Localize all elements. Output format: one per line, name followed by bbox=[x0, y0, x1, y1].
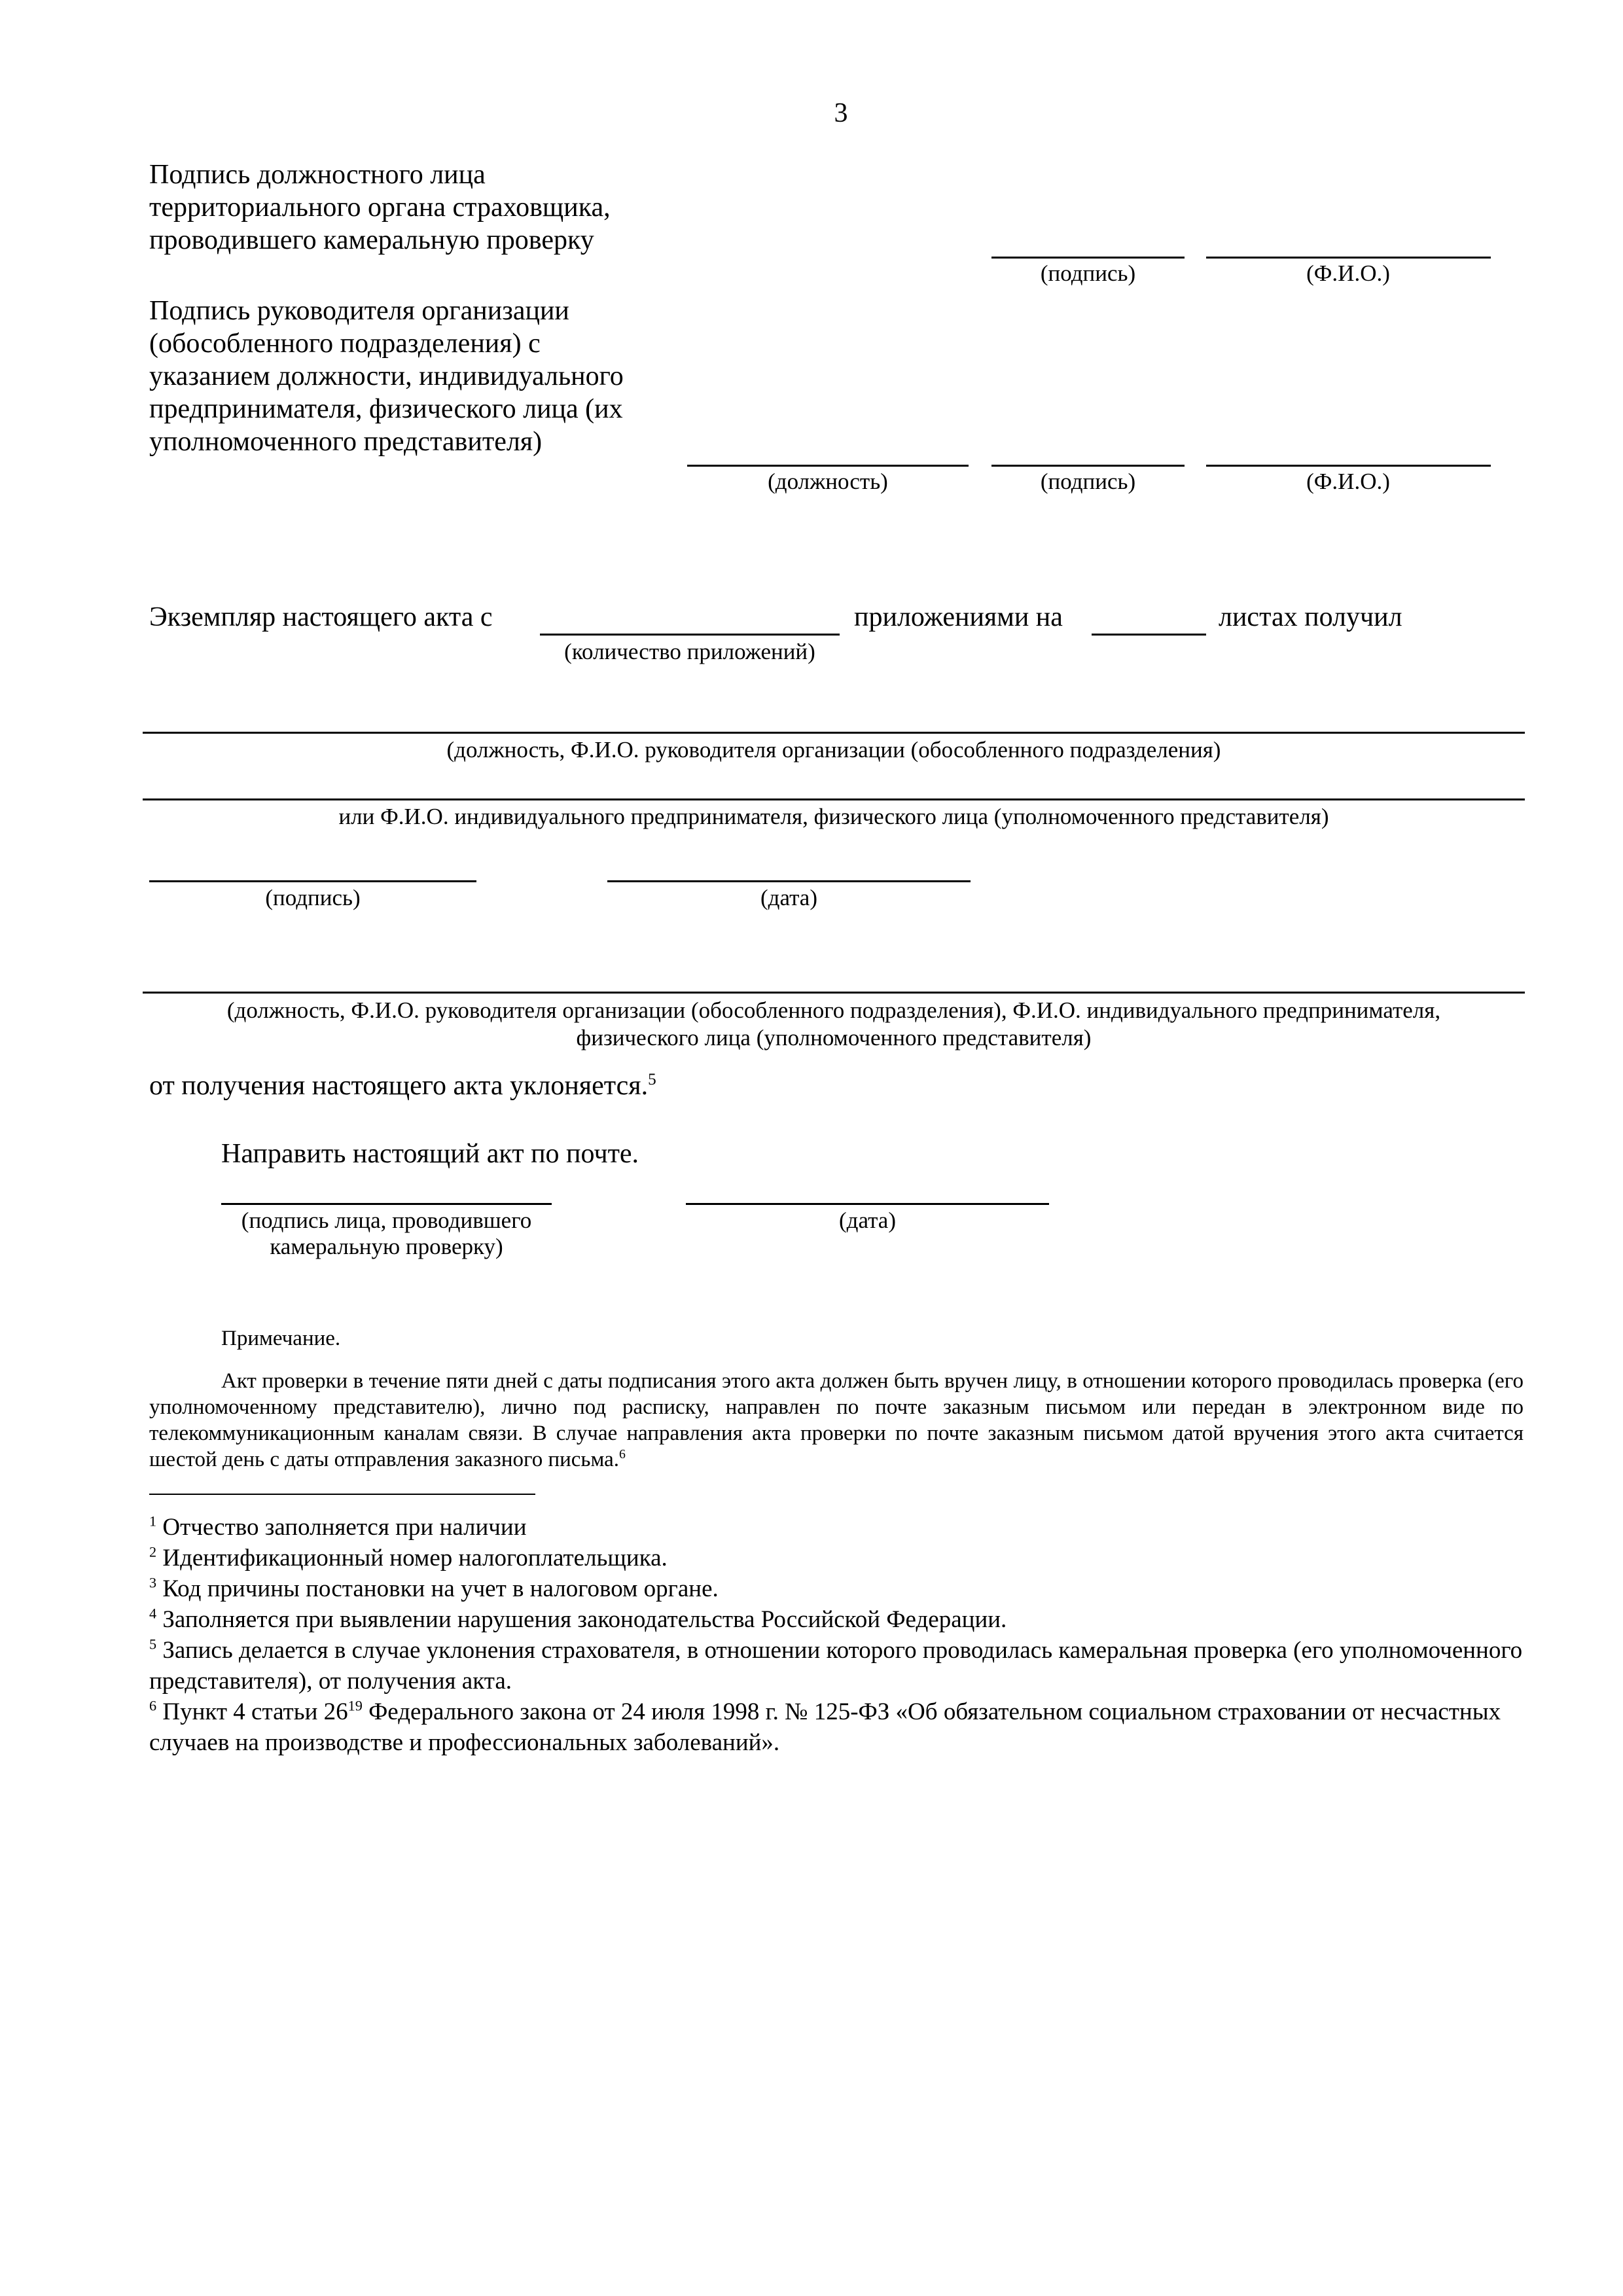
footnote-text: Код причины постановки на учет в налоговом органе. bbox=[162, 1575, 719, 1602]
mail-signature-caption-line2: камеральную проверку) bbox=[270, 1234, 503, 1259]
footnote-mark: 3 bbox=[149, 1574, 157, 1591]
note-title: Примечание. bbox=[221, 1327, 341, 1350]
copy-received-text-end: листах получил bbox=[1219, 602, 1402, 632]
footnote-5 bbox=[149, 1635, 1524, 1696]
footnote-2 bbox=[149, 1543, 1524, 1573]
footnotes bbox=[149, 1512, 1524, 1758]
footnote-text-before: Пункт 4 статьи 26 bbox=[162, 1698, 348, 1725]
inspector-name-line bbox=[1206, 257, 1491, 259]
footnote-text: Идентификационный номер налогоплательщика. bbox=[162, 1545, 668, 1571]
footnote-text: Заполняется при выявлении нарушения законодательства Российской Федерации. bbox=[162, 1606, 1007, 1633]
inspector-signature-caption: (подпись) bbox=[1040, 260, 1136, 286]
head-signature-line bbox=[991, 465, 1185, 467]
label-line: Подпись должностного лица bbox=[149, 160, 486, 190]
head-name-caption-full: (должность, Ф.И.О. руководителя организации (обособленного подразделения) bbox=[446, 737, 1221, 762]
footnote-mark: 6 bbox=[149, 1697, 157, 1714]
label-line: предпринимателя, физического лица (их bbox=[149, 394, 623, 424]
individual-name-line bbox=[143, 798, 1525, 800]
footnote-mark: 2 bbox=[149, 1543, 157, 1560]
footnote-text-after: Федерального закона от 24 июля 1998 г. № 125-ФЗ «Об обязательном социальном страховании от несчастных случаев на производстве и профессиональных заболеваний». bbox=[149, 1698, 1501, 1756]
mail-date-caption: (дата) bbox=[838, 1208, 896, 1233]
footnote-text: Запись делается в случае уклонения страхователя, в отношении которого проводилась камеральная проверка (его уполномоченного представителя), от получения акта. bbox=[149, 1637, 1523, 1695]
head-name-caption: (Ф.И.О.) bbox=[1306, 469, 1390, 494]
footnote-3 bbox=[149, 1573, 1524, 1604]
receiver-date-line bbox=[607, 880, 971, 882]
footnote-4 bbox=[149, 1604, 1524, 1635]
copy-received-text-start: Экземпляр настоящего акта с bbox=[149, 602, 493, 632]
inspector-signature-label bbox=[149, 158, 611, 257]
attachments-count-caption: (количество приложений) bbox=[564, 639, 815, 664]
note-text bbox=[149, 1368, 1524, 1473]
evasion-caption-line1: (должность, Ф.И.О. руководителя организации (обособленного подразделения), Ф.И.О. индивидуального предпринимателя, bbox=[226, 997, 1441, 1023]
label-line: Подпись руководителя организации bbox=[149, 296, 569, 326]
individual-name-caption: или Ф.И.О. индивидуального предпринимателя, физического лица (уполномоченного представителя) bbox=[338, 804, 1329, 829]
head-position-line bbox=[687, 465, 969, 467]
label-line: территориального органа страховщика, bbox=[149, 192, 611, 223]
sheets-count-line bbox=[1092, 634, 1206, 636]
head-signature-caption: (подпись) bbox=[1040, 469, 1136, 494]
head-position-caption: (должность) bbox=[768, 469, 888, 494]
evasion-name-line bbox=[143, 992, 1525, 994]
label-line: уполномоченного представителя) bbox=[149, 427, 543, 457]
footnote-mark: 5 bbox=[149, 1636, 157, 1653]
footnote-mark: 1 bbox=[149, 1513, 157, 1530]
footnote-ref-5: 5 bbox=[648, 1071, 656, 1088]
mail-signature-line bbox=[221, 1203, 552, 1205]
head-name-line bbox=[1206, 465, 1491, 467]
mail-text: Направить настоящий акт по почте. bbox=[221, 1139, 639, 1169]
footnote-mark: 4 bbox=[149, 1605, 157, 1622]
evasion-text-content: от получения настоящего акта уклоняется. bbox=[149, 1071, 649, 1101]
footnote-1 bbox=[149, 1512, 1524, 1543]
footnote-article-sup: 19 bbox=[348, 1697, 363, 1714]
copy-received-text-mid: приложениями на bbox=[854, 602, 1063, 632]
mail-date-line bbox=[686, 1203, 1049, 1205]
footnote-separator bbox=[149, 1494, 535, 1495]
inspector-name-caption: (Ф.И.О.) bbox=[1306, 260, 1390, 286]
receiver-signature-line bbox=[149, 880, 476, 882]
inspector-signature-line bbox=[991, 257, 1185, 259]
page-number: 3 bbox=[834, 98, 848, 128]
label-line: (обособленного подразделения) с bbox=[149, 329, 541, 359]
head-signature-label bbox=[149, 295, 624, 458]
mail-signature-caption bbox=[221, 1208, 552, 1260]
footnote-ref-6: 6 bbox=[619, 1447, 626, 1462]
note-text-content: Акт проверки в течение пяти дней с даты подписания этого акта должен быть вручен лицу, в отношении которого проводилась проверка (его уполномоченному представителю), лично под расписку, направлен по почте заказным письмом или передан в электронном виде по телекоммуникационным каналам связи. В случае направления акта проверки по почте заказным письмом датой вручения этого акта считается шестой день с даты отправления заказного письма. bbox=[149, 1369, 1524, 1471]
attachments-count-line bbox=[540, 634, 840, 636]
evasion-text bbox=[149, 1069, 656, 1102]
footnote-text: Отчество заполняется при наличии bbox=[162, 1514, 527, 1541]
receiver-signature-caption: (подпись) bbox=[265, 885, 361, 910]
label-line: проводившего камеральную проверку bbox=[149, 225, 594, 255]
head-name-line-full bbox=[143, 732, 1525, 734]
evasion-caption-line2: физического лица (уполномоченного представителя) bbox=[576, 1025, 1092, 1050]
mail-signature-caption-line1: (подпись лица, проводившего bbox=[241, 1208, 532, 1233]
footnote-6 bbox=[149, 1696, 1524, 1758]
label-line: указанием должности, индивидуального bbox=[149, 361, 624, 391]
receiver-date-caption: (дата) bbox=[760, 885, 817, 910]
